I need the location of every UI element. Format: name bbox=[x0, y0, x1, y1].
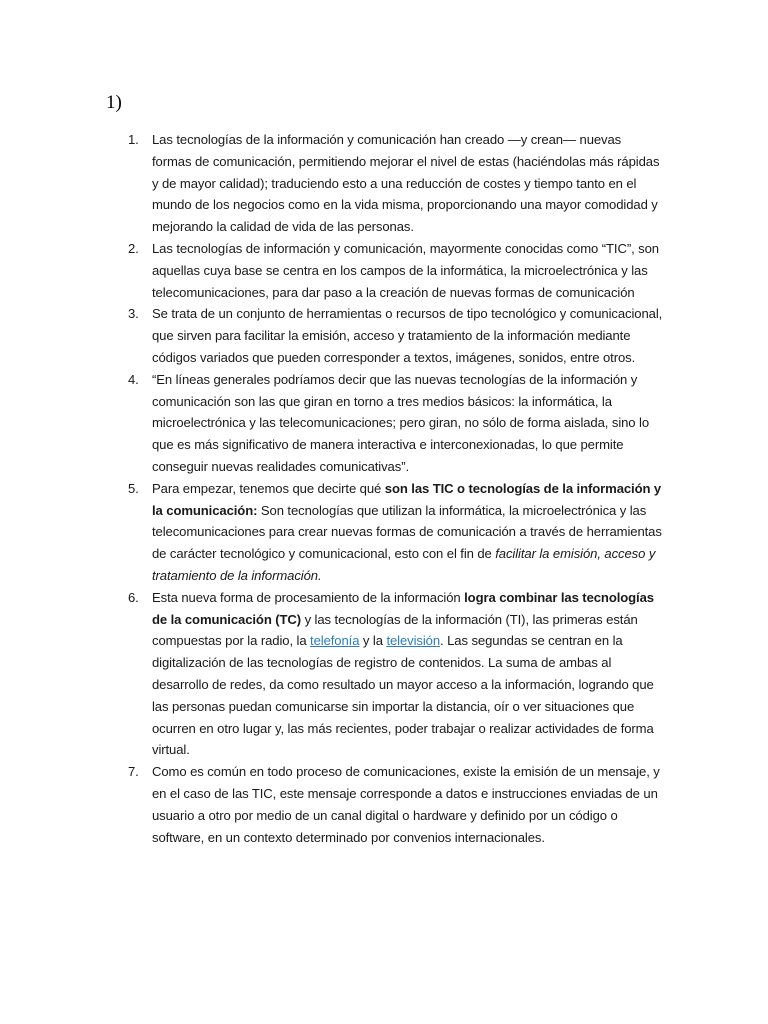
list-item-text-bold: son las TIC o tecnologías de la información y la comunicación: bbox=[152, 480, 662, 518]
list-number: 3. bbox=[128, 306, 139, 322]
list-item bbox=[128, 587, 664, 761]
list-item-text-intro: Esta nueva forma de procesamiento de la información bbox=[152, 589, 465, 605]
list-number: 1. bbox=[128, 132, 139, 147]
numbered-list bbox=[128, 129, 664, 848]
list-item-text-bold: logra combinar las tecnologías de la comunicación (TC) bbox=[152, 589, 654, 627]
list-number: 2. bbox=[128, 240, 139, 256]
list-item-text-middle: y las tecnologías de la información (TI), las primeras están compuestas por la radio, la bbox=[152, 611, 638, 649]
telefonia-link[interactable]: telefonía bbox=[310, 633, 360, 649]
television-link[interactable]: televisión bbox=[386, 633, 441, 649]
list-number: 4. bbox=[128, 371, 139, 387]
list-item-text-middle: Son tecnologías que utilizan la informática, la microelectrónica y las telecomunicaciones para crear nuevas formas de comunicación a través de herramientas de carácter tecnológico y comunicacional, esto con el fin de bbox=[152, 502, 662, 562]
list-item-text: “En líneas generales podríamos decir que las nuevas tecnologías de la información y comunicación son las que giran en torno a tres medios básicos: la informática, la microelectrónica y las telecomunicaciones; pero giran, no sólo de forma aislada, sino lo que es más significativo de manera interactiva e interconexionadas, lo que permite conseguir nuevas realidades comunicativas”. bbox=[152, 371, 650, 474]
list-item-text-intro: Para empezar, tenemos que decirte qué bbox=[152, 480, 385, 496]
section-heading: 1) bbox=[106, 92, 122, 113]
list-item-text: Como es común en todo proceso de comunicaciones, existe la emisión de un mensaje, y en el caso de las TIC, este mensaje corresponde a datos e instrucciones enviadas de un usuario a otro por medio de un canal digital o hardware y definido por un código o software, en un contexto determinado por convenios internacionales. bbox=[152, 764, 660, 845]
list-item bbox=[128, 478, 664, 587]
list-item bbox=[128, 129, 664, 238]
list-item-text: Las tecnologías de información y comunicación, mayormente conocidas como “TIC”, son aquellas cuya base se centra en los campos de la informática, la microelectrónica y las telecomunicaciones, para dar paso a la creación de nuevas formas de comunicación bbox=[152, 240, 659, 300]
list-item-text-end: . Las segundas se centran en la digitalización de las tecnologías de registro de contenidos. La suma de ambas al desarrollo de redes, da como resultado un mayor acceso a la información, logrando que las personas puedan comunicarse sin importar la distancia, oír o ver situaciones que ocurren en otro lugar y, las más recientes, poder trabajar o realizar actividades de forma virtual. bbox=[152, 633, 654, 758]
list-item bbox=[128, 303, 664, 368]
list-item-text: Se trata de un conjunto de herramientas o recursos de tipo tecnológico y comunicacional, que sirven para facilitar la emisión, acceso y tratamiento de la información mediante códigos variados que pueden corresponder a textos, imágenes, sonidos, entre otros. bbox=[152, 306, 663, 365]
list-number: 6. bbox=[128, 589, 139, 605]
list-item bbox=[128, 369, 664, 478]
list-number: 7. bbox=[128, 764, 139, 780]
list-item bbox=[128, 238, 664, 303]
list-item-text: Las tecnologías de la información y comunicación han creado —y crean— nuevas formas de comunicación, permitiendo mejorar el nivel de estas (haciéndolas más rápidas y de mayor calidad); traduciendo esto a una reducción de costes y tiempo tanto en el mundo de los negocios como en la vida misma, proporcionando una mayor comodidad y mejorando la calidad de vida de las personas. bbox=[152, 132, 660, 235]
list-number: 5. bbox=[128, 480, 139, 496]
list-item bbox=[128, 761, 664, 848]
list-item-text-italic: facilitar la emisión, acceso y tratamiento de la información. bbox=[152, 546, 656, 583]
list-item-text-between: y la bbox=[359, 633, 387, 649]
